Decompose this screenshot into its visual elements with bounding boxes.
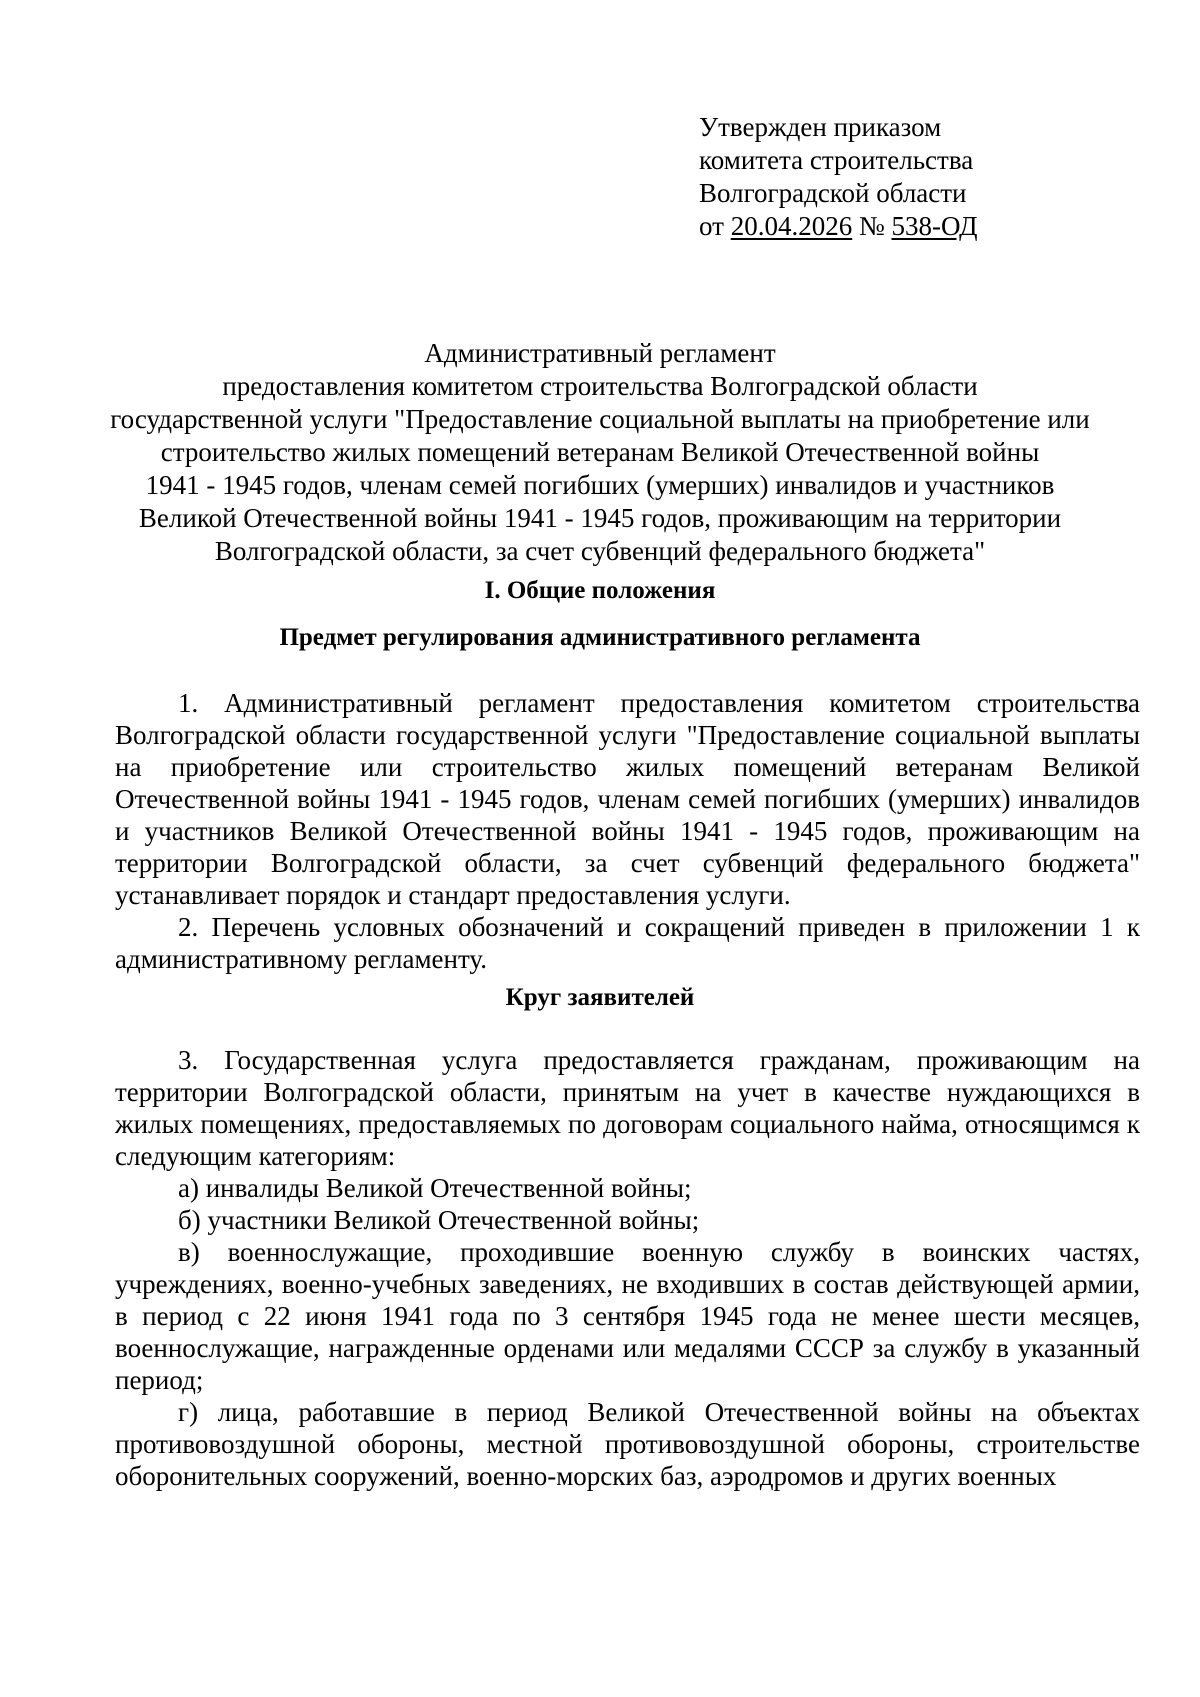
list-item: а) инвалиды Великой Отечественной войны; [178,1173,692,1203]
title-line: Административный регламент [424,338,776,368]
approval-number: 538-ОД [891,211,978,241]
list-item: в) военнослужащие, проходившие военную службу в воинских частях, учреждениях, военно-учебных заведениях, не входивших в состав действующей армии, в период с 22 июня 1941 года по 3 сентября 1945 года не менее шести месяцев, военнослужащие, награжденные орденами или медалями СССР за службу в указанный период; [115,1237,1140,1395]
paragraph: 1. Административный регламент предоставления комитетом строительства Волгоградской области государственной услуги "Предоставление социальной выплаты на приобретение или строительство жилых помещений ветеранам Великой Отечественной войны 1941 - 1945 годов, членам семей погибших (умерших) инвалидов и участников Великой Отечественной войны 1941 - 1945 годов, проживающим на территории Волгоградской области, за счет субвенций федерального бюджета" устанавливает порядок и стандарт предоставления услуги. [115,688,1140,910]
approval-line-4 [699,210,978,243]
approval-line-2: комитета строительства [699,145,974,175]
section-heading-applicants: Круг заявителей [505,984,695,1011]
section-heading-general: I. Общие положения [484,577,716,604]
approval-line-1: Утвержден приказом [699,112,942,142]
approval-stamp [699,111,978,243]
title-line: государственной услуги "Предоставление социальной выплаты на приобретение или [110,404,1090,434]
section1-body [115,687,1140,975]
title-line: предоставления комитетом строительства Волгоградской области [222,371,978,401]
list-item: г) лица, работавшие в период Великой Отечественной войны на объектах противовоздушной обороны, местной противовоздушной обороны, строительстве оборонительных сооружений, военно-морских баз, аэродромов и других военных [115,1397,1140,1491]
list-item: б) участники Великой Отечественной войны; [178,1205,700,1235]
title-line: Волгоградской области, за счет субвенций федерального бюджета" [214,536,986,566]
approval-date-prefix: от [699,211,731,241]
approval-date: 20.04.2026 [730,211,853,241]
approval-line-3: Волгоградской области [699,178,967,208]
title-line: Великой Отечественной войны 1941 - 1945 годов, проживающим на территории [138,503,1062,533]
paragraph: 3. Государственная услуга предоставляется гражданам, проживающим на территории Волгоградской области, принятым на учет в качестве нуждающихся в жилых помещениях, предоставляемых по договорам социального найма, относящимся к следующим категориям: [115,1045,1140,1171]
section2-body [115,1044,1140,1492]
title-line: 1941 - 1945 годов, членам семей погибших (умерших) инвалидов и участников [145,470,1055,500]
paragraph: 2. Перечень условных обозначений и сокращений приведен в приложении 1 к административному регламенту. [115,912,1140,974]
section-subheading-subject: Предмет регулирования административного регламента [279,624,921,651]
document-title [100,337,1100,568]
title-line: строительство жилых помещений ветеранам Великой Отечественной войны [160,437,1040,467]
approval-number-sign: № [852,211,892,241]
